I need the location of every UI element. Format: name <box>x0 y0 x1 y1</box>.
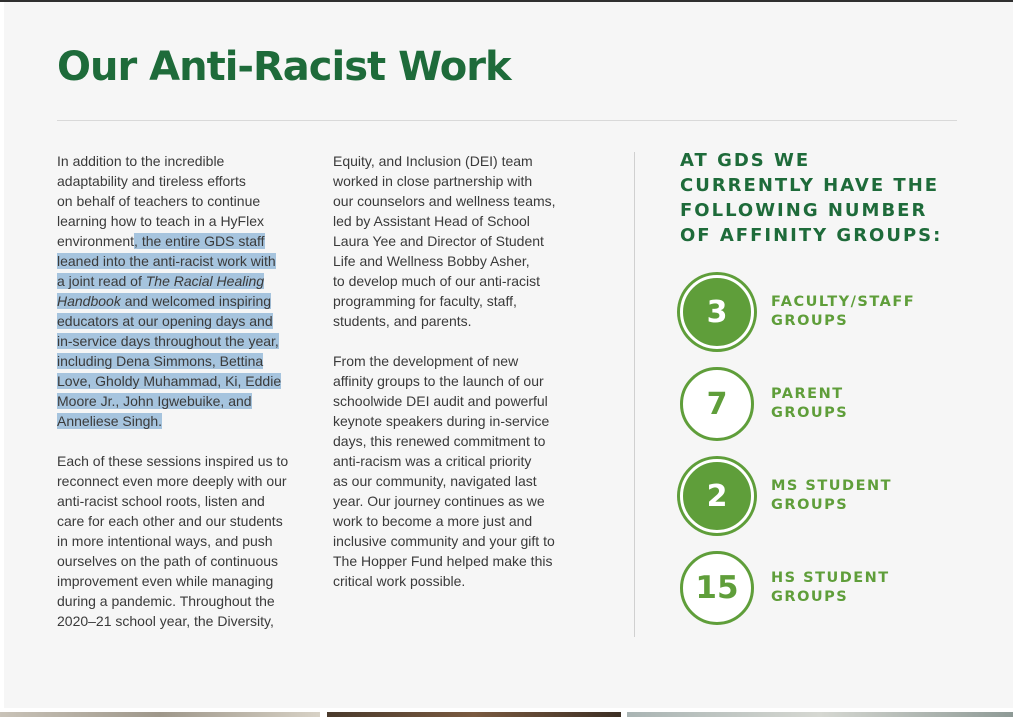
title-divider <box>57 120 957 121</box>
paragraph-1 <box>57 151 312 431</box>
faculty-staff-count-badge: 3 <box>680 275 754 349</box>
paragraph-3: Equity, and Inclusion (DEI) team worked in close partnership with our counselors and wellness teams, led by Assistant Head of School Laura Yee and Director of Student Life and Wellness Bobby Asher, to develop much of our anti-racist programming for faculty, staff, students, and parents. <box>333 153 556 329</box>
parent-count-badge: 7 <box>680 367 754 441</box>
page-title: Our Anti-Racist Work <box>57 44 511 90</box>
paragraph-1-intro: In addition to the incredible adaptability and tireless efforts on behalf of teachers to continue learning how to teach in a HyFlex environment <box>57 153 264 249</box>
hs-student-label: HS STUDENT GROUPS <box>771 570 890 605</box>
faculty-staff-label: FACULTY/STAFF GROUPS <box>771 294 916 329</box>
column-divider <box>634 152 635 637</box>
text-column-1 <box>57 151 312 651</box>
paragraph-2: Each of these sessions inspired us to reconnect even more deeply with our anti-racist school roots, listen and care for each other and our students in more intentional ways, and push ourselves on the path of continuous improvement even while managing during a pandemic. Throughout the 2020–21 school year, the Diversity, <box>57 453 289 629</box>
ms-student-count-badge: 2 <box>680 459 754 533</box>
paragraph-4: From the development of new affinity groups to the launch of our schoolwide DEI audit and powerful keynote speakers during in-service days, this renewed commitment to anti-racism was a critical priority as our community, navigated last year. Our journey continues as we work to become a more just and inclusive community and your gift to The Hopper Fund helped make this critical work possible. <box>333 353 555 589</box>
highlighted-text-continued[interactable]: and welcomed inspiring educators at our opening days and in-service days throughout the year, including Dena Simmons, Bettina Love, Gholdy Muhammad, Ki, Eddie Moore Jr., John Igwebuike, and Anneliese Singh. <box>57 293 282 429</box>
photo-strip-2 <box>327 712 621 717</box>
affinity-heading: AT GDS WE CURRENTLY HAVE THE FOLLOWING NUMBER OF AFFINITY GROUPS: <box>680 150 943 246</box>
highlighted-text[interactable]: , the entire GDS staff leaned into the anti-racist work with a joint read of <box>57 233 276 289</box>
hs-student-count-badge: 15 <box>680 551 754 625</box>
photo-strip-3 <box>627 712 1013 717</box>
photo-strip-1 <box>0 712 320 717</box>
text-column-2 <box>333 151 588 611</box>
ms-student-label: MS STUDENT GROUPS <box>771 478 892 513</box>
parent-label: PARENT GROUPS <box>771 386 849 421</box>
book-title[interactable]: The Racial Healing Handbook <box>57 273 265 309</box>
